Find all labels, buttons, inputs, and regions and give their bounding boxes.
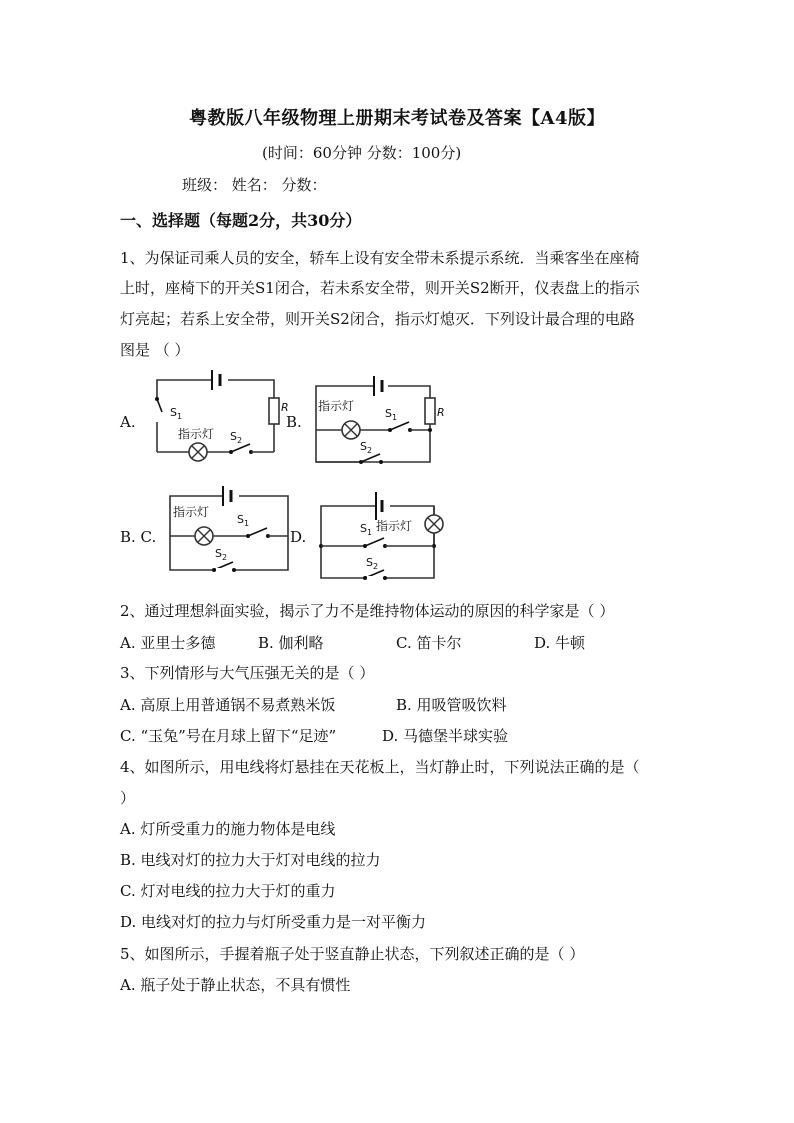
q4-option-a: A. 灯所受重力的施力物体是电线 [120,820,336,838]
q2-option-c: C. 笛卡尔 [396,634,462,652]
indicator-lamp-label: 指示灯 [376,519,413,533]
q3-option-d: D. 马德堡半球实验 [382,727,509,745]
indicator-lamp-label: 指示灯 [173,505,210,519]
q4-option-c: C. 灯对电线的拉力大于灯的重力 [120,882,336,900]
q4-stem-line-1: 4、如图所示，用电线将灯悬挂在天花板上，当灯静止时，下列说法正确的是（ [120,758,640,776]
indicator-lamp-label: 指示灯 [178,427,215,441]
resistor-r-label: R [281,401,289,414]
q4-option-d: D. 电线对灯的拉力与灯所受重力是一对平衡力 [120,913,427,931]
q3-option-c: C. “玉兔”号在月球上留下“足迹” [120,727,337,745]
switch-s1-label: $S_1$ [170,406,183,421]
q3-option-a: A. 高原上用普通锅不易煮熟米饭 [120,696,336,714]
q3-option-b: B. 用吸管吸饮料 [396,696,507,714]
section-heading-choice: 一、选择题（每题2分，共30分） [120,211,362,230]
q1-option-d-label: D. [290,528,307,546]
q1-line-2: 上时，座椅下的开关S1闭合，若未系安全带，则开关S2断开，仪表盘上的指示 [120,279,640,297]
indicator-lamp-label: 指示灯 [318,399,355,413]
q3-stem: 3、下列情形与大气压强无关的是（ ） [120,664,375,682]
q5-option-a: A. 瓶子处于静止状态，不具有惯性 [120,976,351,994]
resistor-r-label: R [437,406,445,419]
q1-option-c-label: B. C. [120,528,157,546]
q1-option-b-label: B. [286,413,302,431]
circuit-diagram-b [312,372,452,472]
switch-s1-label: $S_1$ [385,407,398,422]
switch-s2-label: $S_2$ [360,440,373,455]
q5-stem: 5、如图所示，手握着瓶子处于竖直静止状态，下列叙述正确的是（ ） [120,945,585,963]
switch-s2-label: $S_2$ [230,430,243,445]
switch-s1-label: $S_1$ [360,522,373,537]
page-title: 粤教版八年级物理上册期末考试卷及答案【A4版】 [189,108,605,129]
q4-option-b: B. 电线对灯的拉力大于灯对电线的拉力 [120,851,381,869]
switch-s2-label: $S_2$ [215,547,228,562]
q2-option-b: B. 伽利略 [258,634,324,652]
q4-stem-line-2: ） [120,789,136,807]
q1-line-1: 1、为保证司乘人员的安全，轿车上设有安全带未系提示系统．当乘客坐在座椅 [120,249,640,267]
circuit-diagram-a [150,368,290,468]
circuit-diagram-c [165,484,295,584]
student-info-line: 班级： 姓名： 分数： [182,176,327,194]
q1-line-3: 灯亮起；若系上安全带，则开关S2闭合，指示灯熄灭．下列设计最合理的电路 [120,310,635,328]
exam-meta: (时间：60分钟 分数：100分) [262,144,462,162]
switch-s1-label: $S_1$ [237,513,250,528]
switch-s2-label: $S_2$ [366,556,379,571]
q1-option-a-label: A. [120,413,136,431]
circuit-diagram-d [318,490,448,585]
q1-line-4: 图是 （ ） [120,341,190,359]
q2-option-a: A. 亚里士多德 [120,634,216,652]
q2-stem: 2、通过理想斜面实验，揭示了力不是维持物体运动的原因的科学家是（ ） [120,602,615,620]
q2-option-d: D. 牛顿 [534,634,586,652]
